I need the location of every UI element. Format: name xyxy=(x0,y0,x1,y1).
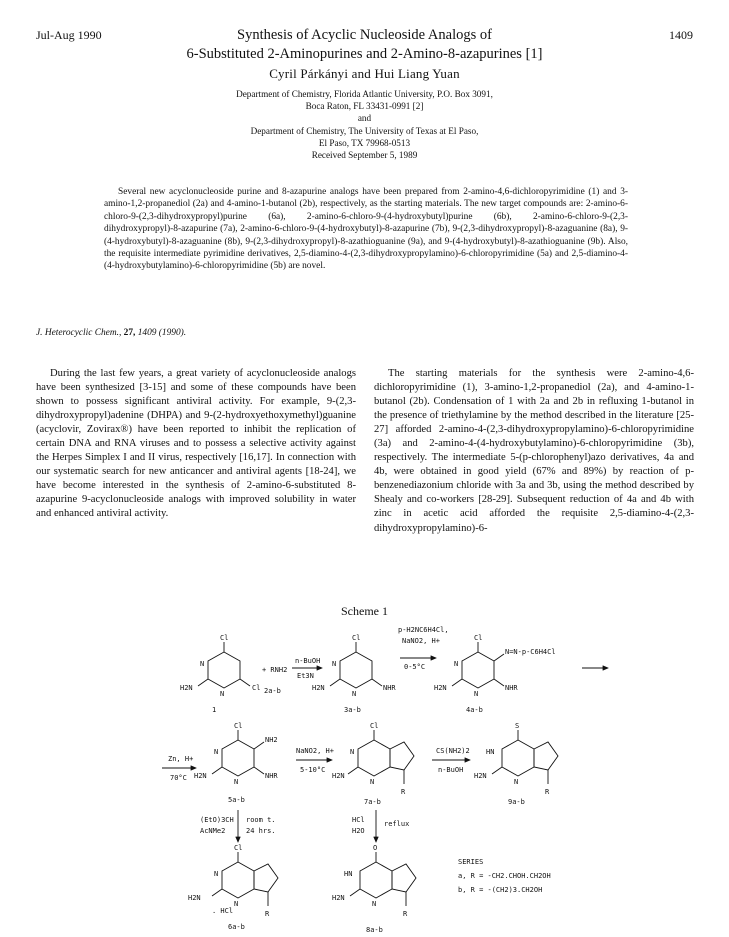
scheme-title: Scheme 1 xyxy=(341,604,388,618)
compound-label-5: 5a-b xyxy=(228,796,245,804)
compound-3-structure xyxy=(330,642,382,688)
reagent-nbuoh: n-BuOH xyxy=(438,766,464,774)
series-title: SERIES xyxy=(458,858,484,866)
atom-nhr: NHR xyxy=(505,684,518,692)
reagent-zinc: Zn, H+ xyxy=(168,755,194,763)
atom-cl: Cl xyxy=(234,844,243,852)
compound-5-structure xyxy=(212,730,264,776)
atom-n: N xyxy=(214,870,219,878)
atom-h2n: H2N xyxy=(434,684,447,692)
atom-n: N xyxy=(372,900,377,908)
atom-hn: HN xyxy=(344,870,353,878)
salt-label: . HCl xyxy=(212,907,234,915)
atom-n: N xyxy=(454,660,459,668)
issue-date: Jul-Aug 1990 xyxy=(36,28,102,42)
atom-h2n: H2N xyxy=(312,684,325,692)
atom-s: S xyxy=(515,722,520,730)
affiliations xyxy=(120,88,609,161)
atom-o: O xyxy=(373,844,378,852)
compound-label-4: 4a-b xyxy=(466,706,483,714)
compound-4-structure xyxy=(452,642,504,688)
compound-1-structure xyxy=(198,642,250,688)
atom-n: N xyxy=(234,778,239,786)
reagent-amine: + RNH2 xyxy=(262,666,288,674)
reagent-water: H2O xyxy=(352,827,365,835)
citation-journal: J. Heterocyclic Chem., xyxy=(36,328,122,338)
atom-cl: Cl xyxy=(352,634,361,642)
atom-r: R xyxy=(265,910,270,918)
compound-9-structure xyxy=(492,730,558,784)
body-column-right xyxy=(374,367,694,536)
reaction-condition: reflux xyxy=(384,820,410,828)
atom-n: N xyxy=(514,778,519,786)
body-paragraph: During the last few years, a great variety of acyclonucleoside analogs have been synthesized [3-15] and some of these compounds have been shown to possess significant antiviral activity. For example, 9-(2,3-dihydroxypropyl)adenine (DHPA) and 9-(2-hydroxyethoxymethyl)guanine (acyclovir, Zovirax®) have been reported to inhibit the replication of certain DNA and RNA viruses and to possess a selective activity against the Herpes Simplex I and II virus, respectively [16,17]. In connection with our systematic search for new anticancer and antiviral agents [18-24], we have become interested in the synthesis of 2-amino-6-substituted 8-azapurine 9-acyclonucleoside analogs with improved solubility in water and enhanced antiviral activity. xyxy=(36,368,356,520)
atom-n: N xyxy=(352,690,357,698)
reagent-temp: 70°C xyxy=(170,774,187,782)
azo-substituent: N=N-p-C6H4Cl xyxy=(505,648,556,656)
article-title xyxy=(120,26,609,64)
citation-pages: 1409 (1990). xyxy=(137,328,187,338)
title-line-2: 6-Substituted 2-Aminopurines and 2-Amino-8-azapurines [1] xyxy=(186,46,543,62)
reagent-solvent: AcNMe2 xyxy=(200,827,226,835)
series-a: a, R = -CH2.CHOH.CH2OH xyxy=(458,872,551,880)
atom-n: N xyxy=(220,690,225,698)
atom-n: N xyxy=(234,900,239,908)
citation-volume: 27, xyxy=(123,328,136,338)
reagent-orthoformate: (EtO)3CH xyxy=(200,816,234,824)
reagent-hcl: HCl xyxy=(352,816,365,824)
title-line-1: Synthesis of Acyclic Nucleoside Analogs of xyxy=(237,27,492,43)
compound-label-8: 8a-b xyxy=(366,926,383,934)
reagent-nbuoh: n-BuOH xyxy=(295,657,321,665)
reagent-thiourea: CS(NH2)2 xyxy=(436,747,470,755)
atom-n: N xyxy=(214,748,219,756)
affiliation-line: El Paso, TX 79968-0513 xyxy=(318,137,411,148)
reaction-time: 24 hrs. xyxy=(246,827,276,835)
reagent-nitrite: NaNO2, H+ xyxy=(402,637,440,645)
affiliation-line: Boca Raton, FL 33431-0991 [2] xyxy=(305,101,424,112)
compound-label-1: 1 xyxy=(212,706,217,714)
reagent-chloroaniline: p-H2NC6H4Cl, xyxy=(398,626,449,634)
affiliation-line: and xyxy=(357,113,372,124)
atom-n: N xyxy=(474,690,479,698)
atom-r: R xyxy=(545,788,550,796)
compound-label-2: 2a-b xyxy=(264,687,281,695)
atom-r: R xyxy=(403,910,408,918)
affiliation-line: Department of Chemistry, Florida Atlantic University, P.O. Box 3091, xyxy=(236,89,493,99)
reaction-condition: room t. xyxy=(246,816,276,824)
atom-h2n: H2N xyxy=(474,772,487,780)
reagent-et3n: Et3N xyxy=(297,672,314,680)
compound-7-structure xyxy=(348,730,414,784)
atom-cl: Cl xyxy=(220,634,229,642)
atom-h2n: H2N xyxy=(188,894,201,902)
received-date: Received September 5, 1989 xyxy=(311,150,418,161)
compound-label-7: 7a-b xyxy=(364,798,381,806)
page-number: 1409 xyxy=(669,28,693,42)
atom-h2n: H2N xyxy=(180,684,193,692)
atom-nh2: NH2 xyxy=(265,736,278,744)
atom-cl: Cl xyxy=(234,722,243,730)
series-b: b, R = -(CH2)3.CH2OH xyxy=(458,886,543,894)
atom-h2n: H2N xyxy=(194,772,207,780)
compound-6-structure xyxy=(212,852,278,906)
reaction-scheme xyxy=(0,620,729,937)
journal-citation xyxy=(36,328,186,338)
atom-hn: HN xyxy=(486,748,495,756)
affiliation-line: Department of Chemistry, The University of Texas at El Paso, xyxy=(250,125,479,136)
atom-nhr: NHR xyxy=(383,684,396,692)
atom-nhr: NHR xyxy=(265,772,278,780)
reagent-nitrite: NaNO2, H+ xyxy=(296,747,334,755)
atom-n: N xyxy=(332,660,337,668)
body-paragraph: The starting materials for the synthesis were 2-amino-4,6-dichloropyrimidine (1), 3-amino-1,2-propanediol (2a), and 4-amino-1-butanol (2b). Condensation of 1 with 2a and 2b in refluxing 1-butanol in the presence of triethylamine by the method described in the literature [25-27] afforded 2-amino-4-(2,3-dihydroxypropylamino)-6-chloropyrimidine (3a) and 2-amino-4-(4-hydroxybutylamino)-6-chloropyrimidine (3b), respectively. The intermediate 5-(p-chlorophenyl)azo derivatives, 4a and 4b, were obtained in good yield (67% and 89%) by reaction of p-benzenediazonium chloride with 3a and 3b, using the method described by Shealy and co-workers [28-29]. Subsequent reduction of 4a and 4b with zinc in acetic acid afforded the requisite 2,5-diamino-4-(2,3-dihydroxypropylamino)-6- xyxy=(374,368,694,534)
atom-n: N xyxy=(200,660,205,668)
compound-label-9: 9a-b xyxy=(508,798,525,806)
atom-n: N xyxy=(370,778,375,786)
atom-n: N xyxy=(350,748,355,756)
atom-cl: Cl xyxy=(370,722,379,730)
compound-label-3: 3a-b xyxy=(344,706,361,714)
abstract: Several new acyclonucleoside purine and 8-azapurine analogs have been prepared from 2-amino-4,6-dichloropyrimidine (1) and 3-amino-1,2-propanediol (2a) and 4-amino-1-butanol (2b), respectively, as the starting materials. The new target compounds are: 2-amino-6-chloro-9-(2,3-dihydroxypropyl)purine (6a), 2-amino-6-chloro-9-(4-hydroxybutyl)purine (6b), 2-amino-6-chloro-9-(2,3-dihydroxypropyl)-8-azapurine (7a), 2-amino-6-chloro-9-(4-hydroxybutyl)-8-azapurine (7b), 9-(2,3-dihydroxypropyl)-8-azaguanine (8a), 9-(4-hydroxybutyl)-8-azaguanine (8b), 9-(2,3-dihydroxypropyl)-8-azathioguanine (9a), and 9-(4-hydroxybutyl)-8-azathioguanine (9b). Also, the requisite intermediate pyrimidine derivatives, 2,5-diamino-4-(2,3-dihydroxypropylamino)-6-chloropyrimidine (5a) and 2,5-diamino-4-(4-hydroxybutylamino)-6-chloropyrimidine (5b) are novel. xyxy=(104,187,628,272)
reagent-temp: 5-10°C xyxy=(300,766,326,774)
compound-8-structure xyxy=(350,852,416,906)
atom-cl: Cl xyxy=(474,634,483,642)
body-column-left xyxy=(36,367,356,522)
atom-cl: Cl xyxy=(252,684,261,692)
reagent-temp: 0-5°C xyxy=(404,663,426,671)
atom-h2n: H2N xyxy=(332,894,345,902)
atom-h2n: H2N xyxy=(332,772,345,780)
compound-label-6: 6a-b xyxy=(228,923,245,931)
authors: Cyril Párkányi and Hui Liang Yuan xyxy=(269,66,460,81)
atom-r: R xyxy=(401,788,406,796)
